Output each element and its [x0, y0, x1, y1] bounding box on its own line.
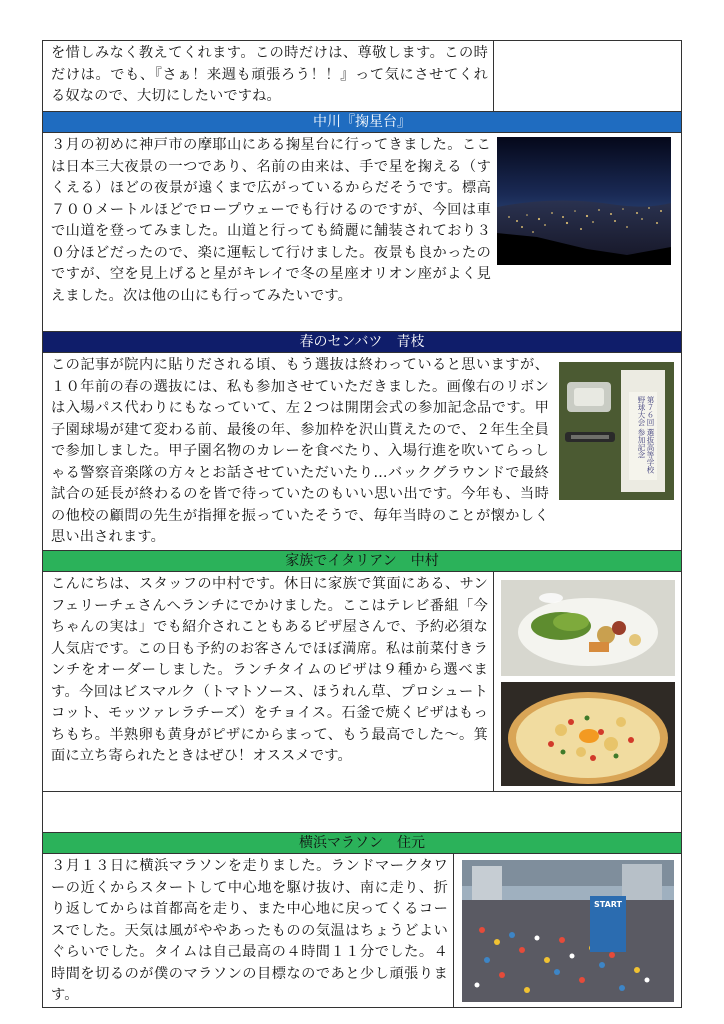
section-header-kikuseidai: 中川『掬星台』	[42, 111, 682, 133]
section-kikuseidai	[42, 132, 682, 332]
night-view-photo	[497, 137, 671, 265]
appetizer-plate-photo	[501, 580, 675, 676]
newsletter-page	[42, 40, 682, 1003]
intro-text: を惜しみなく教えてくれます。この時だけは、尊敬します。この時だけは。でも、『さぁ！来週も頑張ろう！！』って気にさせてくれる奴なので、大切にしたいですね。	[42, 40, 494, 112]
spacer-row	[42, 791, 682, 833]
section-body-marathon: ３月１３日に横浜マラソンを走りました。ランドマークタワーの近くからスタートして中心地を駆け抜け、南に走り、折り返してからは首都高を走り、また中心地に戻ってくるコースでした。天気は風がややあったものの気温はちょうどよいぐらいでした。タイムは自己最高の４時間１１分でした。４時間を切るのが僕のマラソンの目標なのであと少し頑張ります。	[42, 853, 454, 1008]
intro-row	[42, 40, 682, 112]
pizza-photo	[501, 682, 675, 786]
section-marathon	[42, 853, 682, 1003]
section-header-marathon: 横浜マラソン 住元	[42, 832, 682, 854]
empty-cell	[493, 40, 682, 112]
section-italian	[42, 571, 682, 792]
section-header-senbatsu: 春のセンバツ 青枝	[42, 331, 682, 353]
section-body-senbatsu: この記事が院内に貼りだされる頃、もう選抜は終わっていると思いますが、１０年前の春の選抜には、私も参加させていただきました。画像右のリボンは入場パス代わりにもなっていて、左２つは開閉会式の参加記念品です。甲子園球場が建て変わる前、最後の年、参加枠を沢山貰えたので、２年生全員で参加しました。甲子園名物のカレーを食べたり、入場行進を吹いてらっしゃる警察音楽隊の方々とお話させていただいたり…バックグラウンドで最終試合の延長が終わるのを皆で待っていたのもいい思い出です。今年も、当時の他校の顧問の先生が指揮を振っていたそうで、毎年当時のことが懐かしく思い出されます。	[42, 352, 682, 551]
section-header-italian: 家族でイタリアン 中村	[42, 550, 682, 572]
section-body-italian: こんにちは、スタッフの中村です。休日に家族で箕面にある、サンフェリーチェさんへランチにでかけました。ここはテレビ番組「今ちゃんの実は」でも紹介されこともあるピザ屋さんで、予約必須な人気店です。この日も予約のお客さんでほぼ満席。私は前菜付きランチをオーダーしました。ランチタイムのピザは９種から選べます。今回はビスマルク（トマトソース、ほうれん草、プロシュートコット、モッツァレラチーズ）をチョイス。石釜で焼くピザはもっちもち。半熟卵も黄身がピザにからまって、もう最高でした～。箕面に立ち寄られたときはぜひ！オススメです。	[42, 571, 494, 792]
ribbon-text: 第７６回 選抜高等学校野球大会 参加記念	[637, 396, 655, 474]
section-senbatsu	[42, 352, 682, 551]
section-body-kikuseidai: ３月の初めに神戸市の摩耶山にある掬星台に行ってきました。ここは日本三大夜景の一つであり、名前の由来は、手で星を掬える（すくえる）ほどの夜景が遠くまで広がっているからだそうです。標高７００メートルほどでロープウェーでも行けるのですが、今回は車で山道を登ってみました。山道と行っても綺麗に舗装されており３０分ほどだったので、楽に運転して行けました。夜景も良かったのですが、空を見上げると星がキレイで冬の星座オリオン座がよく見えました。次は他の山にも行ってみたいです。	[42, 132, 682, 332]
marathon-photo	[462, 860, 674, 1002]
start-sign-text: START	[593, 900, 623, 909]
senbatsu-souvenir-photo	[559, 362, 674, 500]
